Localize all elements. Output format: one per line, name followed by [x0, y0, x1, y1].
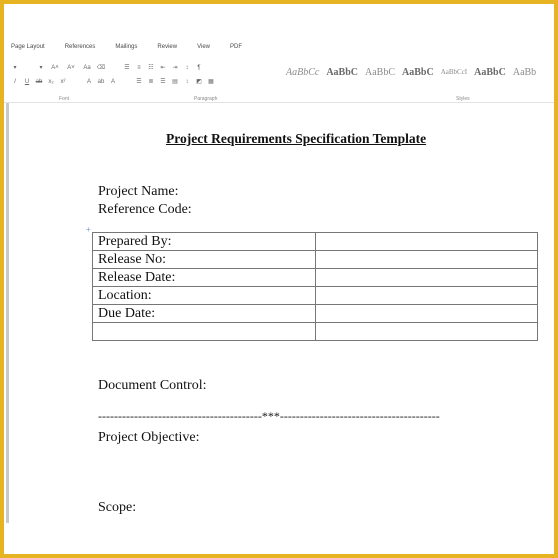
strikethrough-icon[interactable]: ab: [35, 79, 43, 85]
font-size-dropdown-icon[interactable]: ▾: [39, 65, 43, 71]
shrink-font-icon[interactable]: A˅: [67, 65, 75, 71]
document-page[interactable]: [4, 103, 554, 558]
table-row: [93, 251, 538, 269]
table-row: [93, 287, 538, 305]
ribbon: [4, 4, 554, 102]
table-cell-label[interactable]: Prepared By:: [93, 233, 316, 251]
font-color-icon[interactable]: A: [110, 79, 115, 85]
table-cell-label[interactable]: Release Date:: [93, 269, 316, 287]
superscript-icon[interactable]: x²: [60, 79, 66, 85]
align-right-icon[interactable]: ☰: [160, 79, 166, 85]
table-move-handle-icon[interactable]: +: [86, 225, 91, 234]
italic-icon[interactable]: I: [14, 79, 16, 85]
project-name-label: Project Name:: [98, 184, 179, 199]
ribbon-tool-row-bottom: [9, 76, 217, 88]
increase-indent-icon[interactable]: ⇥: [172, 65, 178, 71]
numbering-icon[interactable]: ≡: [137, 65, 141, 71]
show-marks-icon[interactable]: ¶: [197, 65, 201, 71]
bullets-icon[interactable]: ☰: [124, 65, 130, 71]
table-cell-value[interactable]: [316, 233, 538, 251]
table-cell-value[interactable]: [316, 287, 538, 305]
table-row: [93, 233, 538, 251]
style-gallery-item[interactable]: AaBbC: [402, 66, 434, 78]
scope-label: Scope:: [98, 500, 137, 515]
font-name-dropdown-icon[interactable]: ▾: [13, 65, 17, 71]
section-divider: -----------------------------------------***----------------------------------------: [98, 409, 440, 423]
table-cell-value[interactable]: [316, 305, 538, 323]
document-control-label: Document Control:: [98, 378, 207, 393]
table-cell-label[interactable]: Release No:: [93, 251, 316, 269]
project-info-table: [92, 232, 538, 341]
table-row: [93, 323, 538, 341]
align-left-icon[interactable]: ☰: [136, 79, 142, 85]
document-title: Project Requirements Specification Template: [166, 131, 427, 146]
group-label-font: Font: [59, 96, 70, 102]
ribbon-tabs: [11, 40, 262, 54]
borders-icon[interactable]: ▦: [208, 79, 214, 85]
tab-review[interactable]: Review: [157, 44, 178, 50]
tab-references[interactable]: References: [64, 44, 96, 50]
tab-page-layout[interactable]: Page Layout: [11, 44, 45, 50]
table-cell-value[interactable]: [316, 269, 538, 287]
decrease-indent-icon[interactable]: ⇤: [160, 65, 166, 71]
sort-icon[interactable]: ↕: [185, 65, 189, 71]
table-cell-label[interactable]: Due Date:: [93, 305, 316, 323]
table-cell-value[interactable]: [316, 323, 538, 341]
table-cell-label[interactable]: Location:: [93, 287, 316, 305]
group-label-styles: Styles: [456, 96, 470, 102]
style-gallery-item[interactable]: AaBb: [512, 66, 537, 78]
group-label-paragraph: Paragraph: [194, 96, 218, 102]
underline-icon[interactable]: U: [24, 79, 30, 85]
tab-pdf[interactable]: PDF: [230, 44, 242, 50]
text-effects-icon[interactable]: A: [86, 79, 91, 85]
change-case-icon[interactable]: Aa: [83, 65, 91, 71]
table-row: [93, 269, 538, 287]
table-cell-label[interactable]: [93, 323, 316, 341]
subscript-icon[interactable]: x₂: [48, 79, 54, 85]
style-gallery-item[interactable]: AaBbC: [474, 66, 506, 78]
tab-view[interactable]: View: [197, 44, 210, 50]
style-gallery-item[interactable]: AaBbCc: [286, 66, 320, 78]
ribbon-tool-row-top: [9, 62, 205, 74]
style-gallery: [286, 62, 543, 82]
multilevel-list-icon[interactable]: ☷: [148, 65, 154, 71]
style-gallery-item[interactable]: AaBbC: [326, 66, 359, 78]
tab-mailings[interactable]: Mailings: [115, 44, 138, 50]
highlight-icon[interactable]: ab: [97, 79, 105, 85]
style-gallery-item[interactable]: AaBbCcI: [440, 68, 468, 76]
reference-code-label: Reference Code:: [98, 202, 192, 217]
align-center-icon[interactable]: ≣: [148, 79, 154, 85]
table-cell-value[interactable]: [316, 251, 538, 269]
page-left-edge: [6, 103, 9, 523]
project-objective-label: Project Objective:: [98, 430, 200, 445]
line-spacing-icon[interactable]: ↕: [185, 79, 189, 85]
clear-format-icon[interactable]: ⌫: [96, 65, 106, 71]
table-row: [93, 305, 538, 323]
style-gallery-item[interactable]: AaBbC: [365, 66, 396, 78]
justify-icon[interactable]: ▤: [172, 79, 178, 85]
grow-font-icon[interactable]: A˄: [51, 65, 59, 71]
shading-icon[interactable]: ◩: [196, 79, 202, 85]
